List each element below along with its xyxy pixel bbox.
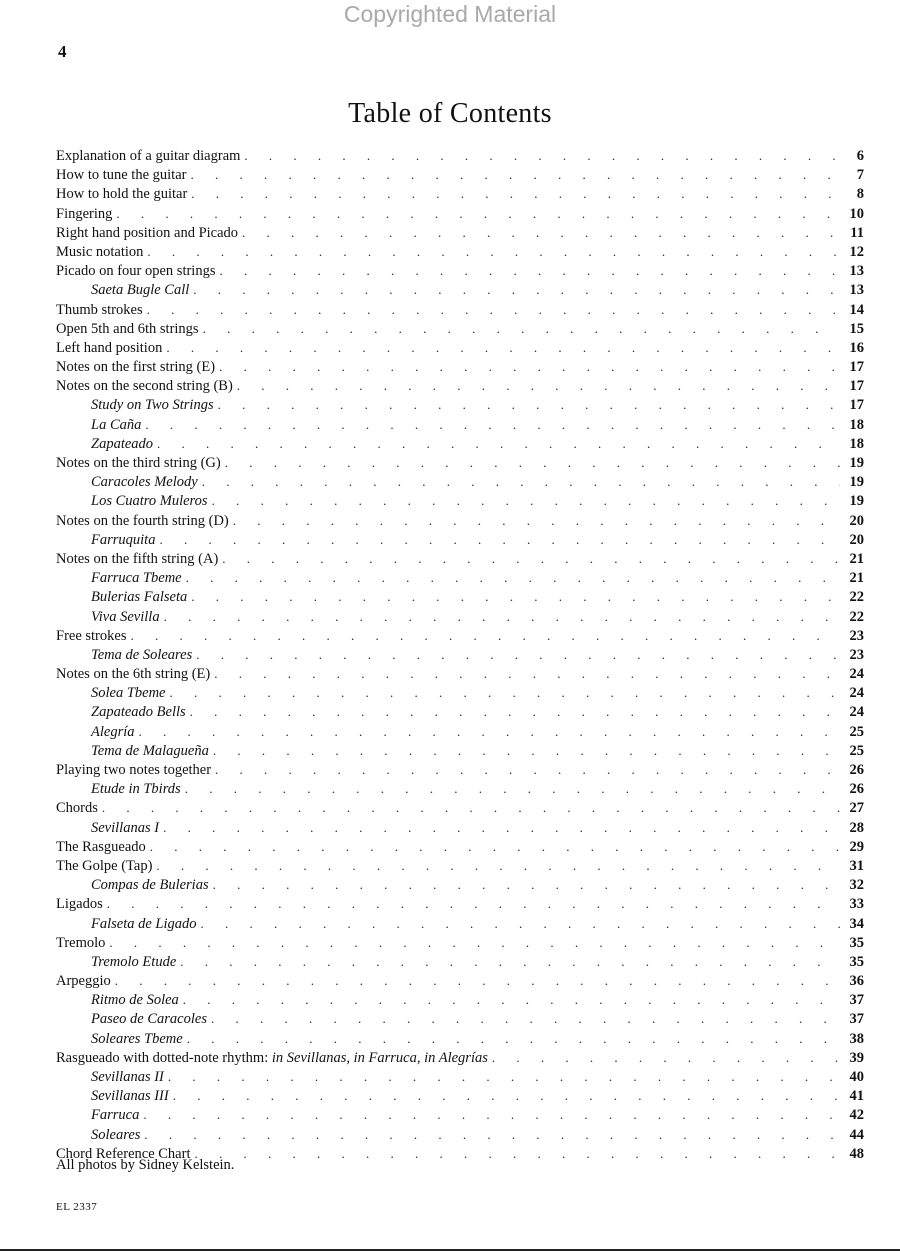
toc-entry-title-text: The Golpe (Tap)	[56, 857, 153, 874]
toc-page-number: 28	[849, 819, 864, 836]
toc-entry	[56, 300, 864, 319]
dot-leader	[187, 1029, 840, 1048]
toc-entry-title-text: Caracoles Melody	[91, 474, 198, 491]
dot-leader	[211, 1009, 840, 1028]
dot-leader	[186, 568, 840, 587]
toc-entry-title	[91, 473, 202, 492]
dot-leader	[214, 664, 840, 683]
dot-leader	[219, 261, 840, 280]
toc-page-number: 41	[849, 1088, 864, 1105]
toc-page-number: 24	[849, 666, 864, 683]
toc-entry-title-text: Tremolo	[56, 934, 106, 951]
toc-page-number: 37	[849, 1011, 864, 1028]
dot-leader	[116, 204, 840, 223]
dot-leader	[237, 376, 840, 395]
dot-leader	[222, 549, 840, 568]
toc-entry-title	[91, 780, 185, 799]
toc-entry-title	[56, 665, 214, 684]
toc-subentry	[56, 741, 864, 760]
toc-subentry	[56, 722, 864, 741]
toc-entry-title-text: Etude in Tbirds	[91, 781, 181, 798]
toc-subentry	[56, 1067, 864, 1086]
toc-entry	[56, 798, 864, 817]
toc-entry-title-text: Soleares	[91, 1126, 141, 1143]
toc-entry-title-text: Tema de Soleares	[91, 646, 193, 663]
dot-leader	[180, 952, 840, 971]
dot-leader	[139, 722, 841, 741]
toc-page-number: 32	[849, 877, 864, 894]
toc-entry-title-text: Paseo de Caracoles	[91, 1011, 207, 1028]
dot-leader	[130, 626, 840, 645]
toc-entry-title	[56, 838, 150, 857]
toc-entry-title	[91, 492, 212, 511]
dot-leader	[213, 875, 840, 894]
toc-page-number: 34	[849, 915, 864, 932]
toc-entry-title-italic: in Sevillanas, in Farruca, in Alegrías	[271, 1049, 488, 1066]
toc-page-number: 12	[849, 243, 864, 260]
toc-entry-title-text: Tema de Malagueña	[91, 742, 209, 759]
toc-entry-title-text: Soleares Tbeme	[91, 1030, 183, 1047]
toc-subentry	[56, 683, 864, 702]
toc-entry-title	[91, 1126, 144, 1145]
toc-subentry	[56, 702, 864, 721]
toc-entry-title-text: Arpeggio	[56, 973, 111, 990]
dot-leader	[244, 146, 840, 165]
dot-leader	[150, 837, 840, 856]
toc-entry-title-text: The Rasgueado	[56, 838, 146, 855]
toc-page-number: 17	[849, 359, 864, 376]
dot-leader	[166, 338, 840, 357]
dot-leader	[212, 491, 840, 510]
toc-entry-title	[56, 377, 237, 396]
toc-page-number: 33	[849, 896, 864, 913]
dot-leader	[213, 741, 840, 760]
toc-page-number: 22	[849, 589, 864, 606]
catalog-code: EL 2337	[56, 1201, 98, 1213]
dot-leader	[145, 415, 840, 434]
toc-entry-title	[56, 627, 130, 646]
dot-leader	[185, 779, 840, 798]
dot-leader	[115, 971, 840, 990]
toc-entry-title	[91, 915, 201, 934]
toc-entry	[56, 894, 864, 913]
toc-entry-title-text: Viva Sevilla	[91, 608, 160, 625]
toc-page-number: 23	[849, 627, 864, 644]
toc-entry-title	[91, 1087, 173, 1106]
toc-page-number: 16	[849, 339, 864, 356]
toc-entry-title	[56, 454, 225, 473]
toc-subentry	[56, 1105, 864, 1124]
toc-page-number: 35	[849, 953, 864, 970]
toc-entry-title-text: Chord Reference Chart	[56, 1145, 191, 1162]
toc-entry-title	[91, 1106, 143, 1125]
toc-entry-title	[91, 396, 218, 415]
toc-page-number: 25	[849, 723, 864, 740]
toc-page-number: 18	[849, 435, 864, 452]
toc-entry-title	[56, 166, 190, 185]
toc-entry-title-text: Falseta de Ligado	[91, 915, 197, 932]
toc-entry	[56, 165, 864, 184]
dot-leader	[147, 300, 840, 319]
toc-entry-title	[91, 588, 191, 607]
toc-page-number: 23	[849, 646, 864, 663]
toc-page-number: 8	[856, 186, 864, 203]
dot-leader	[201, 914, 840, 933]
toc-subentry	[56, 395, 864, 414]
toc-page-number: 11	[850, 224, 864, 241]
toc-entry-title-text: Zapateado	[91, 435, 154, 452]
dot-leader	[164, 607, 840, 626]
toc-page-number: 29	[849, 838, 864, 855]
toc-entry-title-text: Compas de Bulerias	[91, 877, 209, 894]
dot-leader	[159, 530, 840, 549]
toc-entry-title	[91, 876, 213, 895]
toc-entry-title	[56, 1049, 492, 1068]
toc-page-number: 19	[849, 455, 864, 471]
toc-entry	[56, 933, 864, 952]
toc-page-number: 13	[849, 282, 864, 299]
toc-page-number: 18	[849, 416, 864, 433]
toc-entry-title	[56, 185, 191, 204]
toc-entry-title-text: Tremolo Etude	[91, 953, 177, 970]
toc-entry-title	[56, 857, 156, 876]
toc-subentry	[56, 587, 864, 606]
toc-entry-title	[56, 550, 222, 569]
toc-entry-title	[56, 934, 109, 953]
dot-leader	[194, 1144, 840, 1163]
toc-entry	[56, 338, 864, 357]
toc-entry-title-text: Notes on the first string (E)	[56, 359, 216, 376]
toc-subentry	[56, 472, 864, 491]
dot-leader	[143, 1105, 840, 1124]
page-title: Table of Contents	[348, 98, 552, 129]
toc-page-number: 40	[849, 1069, 864, 1085]
toc-entry-title-text: Los Cuatro Muleros	[91, 493, 208, 510]
toc-entry	[56, 856, 864, 875]
toc-entry-title-text: Alegría	[91, 723, 135, 740]
toc-entry-title-text: Left hand position	[56, 339, 163, 356]
toc-entry	[56, 511, 864, 530]
toc-subentry	[56, 491, 864, 510]
dot-leader	[225, 453, 840, 472]
toc-page-number: 17	[849, 378, 864, 395]
toc-entry-title	[56, 301, 147, 320]
dot-leader	[191, 184, 840, 203]
dot-leader	[193, 280, 840, 299]
toc-page-number: 20	[849, 531, 864, 548]
toc-page-number: 48	[849, 1145, 864, 1162]
toc-entry-title	[56, 224, 242, 243]
toc-entry-title	[56, 512, 233, 531]
toc-entry-title-text: Music notation	[56, 243, 144, 260]
toc-entry	[56, 261, 864, 280]
toc-page-number: 42	[849, 1107, 864, 1124]
toc-subentry	[56, 818, 864, 837]
toc-entry-title	[91, 531, 159, 550]
toc-entry-title-text: Farruca	[91, 1107, 140, 1124]
toc-entry	[56, 549, 864, 568]
toc-page-number: 10	[849, 205, 864, 222]
toc-page-number: 39	[849, 1049, 864, 1066]
toc-entry-title	[91, 1010, 211, 1029]
toc-subentry	[56, 415, 864, 434]
bottom-rule	[0, 1249, 900, 1251]
toc-entry-title-text: Notes on the 6th string (E)	[56, 666, 211, 683]
toc-entry	[56, 626, 864, 645]
dot-leader	[219, 357, 840, 376]
toc-entry-title	[91, 991, 183, 1010]
toc-entry-title	[91, 723, 139, 742]
toc-entry-title	[91, 569, 186, 588]
toc-page-number: 44	[849, 1126, 864, 1143]
dot-leader	[109, 933, 840, 952]
toc-entry-title	[91, 742, 213, 761]
toc-entry-title-text: Farruquita	[91, 531, 156, 548]
toc-entry-title-text: Fingering	[56, 205, 113, 222]
toc-entry-title-text: Playing two notes together	[56, 762, 212, 778]
toc-entry-title-text: Notes on the third string (G)	[56, 455, 221, 471]
dot-leader	[102, 798, 840, 817]
toc-entry	[56, 242, 864, 261]
toc-entry-title-text: Farruca Tbeme	[91, 570, 182, 587]
dot-leader	[156, 856, 840, 875]
toc-entry-title	[56, 339, 166, 358]
toc-entry-title-text: Thumb strokes	[56, 301, 143, 318]
dot-leader	[218, 395, 840, 414]
toc-page-number: 24	[849, 704, 864, 721]
toc-page-number: 26	[849, 781, 864, 798]
toc-entry-title	[56, 895, 107, 914]
dot-leader	[492, 1048, 840, 1067]
toc-subentry	[56, 779, 864, 798]
toc-subentry	[56, 1086, 864, 1105]
toc-entry-title-text: Rasgueado with dotted-note rhythm:	[56, 1049, 269, 1066]
dot-leader	[203, 319, 840, 338]
toc-page-number: 13	[849, 263, 864, 280]
toc-entry-title-text: Chords	[56, 800, 98, 817]
dot-leader	[196, 645, 840, 664]
toc-entry-title	[91, 416, 145, 435]
toc-entry-title	[91, 703, 190, 722]
toc-entry-title-text: How to tune the guitar	[56, 167, 187, 184]
toc-entry-title-text: Notes on the second string (B)	[56, 378, 233, 395]
toc-subentry	[56, 434, 864, 453]
toc-subentry	[56, 280, 864, 299]
toc-entry-title	[91, 281, 193, 300]
toc-entry-title-text: Free strokes	[56, 627, 127, 644]
toc-entry	[56, 376, 864, 395]
toc-entry-title-text: Picado on four open strings	[56, 263, 216, 280]
toc-entry-title-text: Sevillanas II	[91, 1069, 164, 1085]
dot-leader	[190, 165, 840, 184]
dot-leader	[107, 894, 840, 913]
toc-subentry	[56, 990, 864, 1009]
toc-entry-title-text: Notes on the fifth string (A)	[56, 550, 219, 567]
dot-leader	[191, 587, 840, 606]
toc-entry	[56, 204, 864, 223]
toc-subentry	[56, 914, 864, 933]
toc-entry-title	[56, 147, 244, 166]
toc-entry-title	[56, 761, 215, 780]
toc-page-number: 21	[849, 550, 864, 567]
toc-entry-title	[91, 819, 163, 838]
toc-entry-title-text: How to hold the guitar	[56, 186, 188, 203]
toc-page-number: 19	[849, 474, 864, 491]
dot-leader	[233, 511, 840, 530]
toc-entry-title-text: Explanation of a guitar diagram	[56, 148, 241, 164]
toc-entry-title-text: Ritmo de Solea	[91, 992, 179, 1009]
dot-leader	[144, 1125, 840, 1144]
toc-entry-title	[56, 262, 219, 281]
toc-entry	[56, 453, 864, 472]
copyright-watermark: Copyrighted Material	[343, 1, 557, 27]
toc-entry-title	[56, 972, 115, 991]
toc-subentry	[56, 1009, 864, 1028]
toc-entry	[56, 664, 864, 683]
toc-page-number: 31	[849, 857, 864, 874]
dot-leader	[168, 1067, 840, 1086]
toc-entry-title-text: Zapateado Bells	[91, 704, 186, 721]
toc-page-number: 19	[849, 493, 864, 510]
toc-entry-title-text: Saeta Bugle Call	[91, 282, 190, 299]
toc-subentry	[56, 568, 864, 587]
dot-leader	[202, 472, 840, 491]
toc-entry-title-text: Right hand position and Picado	[56, 224, 239, 241]
toc-entry-title-text: Open 5th and 6th strings	[56, 320, 199, 337]
toc-entry-title	[91, 646, 196, 665]
toc-subentry	[56, 530, 864, 549]
dot-leader	[183, 990, 840, 1009]
toc-entry	[56, 223, 864, 242]
toc-entry-title	[56, 358, 219, 377]
toc-entry	[56, 319, 864, 338]
toc-page-number: 15	[849, 320, 864, 337]
toc-entry	[56, 184, 864, 203]
toc-page-number: 25	[849, 742, 864, 759]
toc-entry-title	[91, 1030, 187, 1049]
toc-page-number: 36	[849, 973, 864, 990]
toc-entry-title	[91, 608, 164, 627]
toc-entry-title	[91, 435, 157, 454]
dot-leader	[157, 434, 840, 453]
toc-entry	[56, 837, 864, 856]
toc-entry-title-text: Study on Two Strings	[91, 397, 214, 414]
toc-page-number: 22	[849, 608, 864, 625]
toc-subentry	[56, 645, 864, 664]
toc-subentry	[56, 1029, 864, 1048]
dot-leader	[163, 818, 840, 837]
toc-subentry	[56, 607, 864, 626]
toc-subentry	[56, 1125, 864, 1144]
toc-entry	[56, 1048, 864, 1067]
toc-entry-title	[56, 320, 203, 339]
toc-page-number: 6	[856, 148, 864, 164]
toc-entry-title	[91, 953, 180, 972]
toc-entry-title	[56, 799, 102, 818]
toc-page-number: 26	[849, 762, 864, 778]
toc-entry-title	[91, 1068, 168, 1087]
toc-page-number: 20	[849, 512, 864, 529]
toc-subentry	[56, 952, 864, 971]
toc-page-number: 21	[849, 570, 864, 587]
table-of-contents	[56, 146, 864, 1163]
toc-entry	[56, 146, 864, 165]
toc-page-number: 37	[849, 992, 864, 1009]
page-number: 4	[58, 42, 67, 61]
toc-page-number: 14	[849, 301, 864, 318]
toc-page-number: 27	[849, 800, 864, 817]
toc-page-number: 7	[856, 167, 864, 184]
dot-leader	[242, 223, 840, 242]
toc-entry	[56, 971, 864, 990]
toc-entry-title-text: Ligados	[56, 896, 103, 913]
photo-credit: All photos by Sidney Kelstein.	[56, 1157, 235, 1173]
dot-leader	[215, 760, 840, 779]
toc-entry-title-text: Notes on the fourth string (D)	[56, 512, 229, 529]
toc-page-number: 35	[849, 934, 864, 951]
toc-subentry	[56, 875, 864, 894]
toc-page-number: 24	[849, 685, 864, 702]
toc-entry-title	[56, 205, 116, 224]
toc-entry	[56, 357, 864, 376]
dot-leader	[147, 242, 840, 261]
toc-entry	[56, 760, 864, 779]
dot-leader	[173, 1086, 840, 1105]
toc-entry-title	[91, 684, 170, 703]
toc-entry-title-text: Sevillanas III	[91, 1088, 169, 1105]
toc-page-number: 38	[849, 1030, 864, 1047]
dot-leader	[170, 683, 841, 702]
toc-entry-title-text: Sevillanas I	[91, 819, 160, 836]
toc-page-number: 17	[849, 397, 864, 414]
toc-entry-title-text: Solea Tbeme	[91, 685, 166, 702]
toc-entry-title-text: La Caña	[91, 416, 142, 433]
toc-entry-title-text: Bulerias Falseta	[91, 589, 188, 606]
toc-entry-title	[56, 243, 147, 262]
dot-leader	[190, 702, 840, 721]
